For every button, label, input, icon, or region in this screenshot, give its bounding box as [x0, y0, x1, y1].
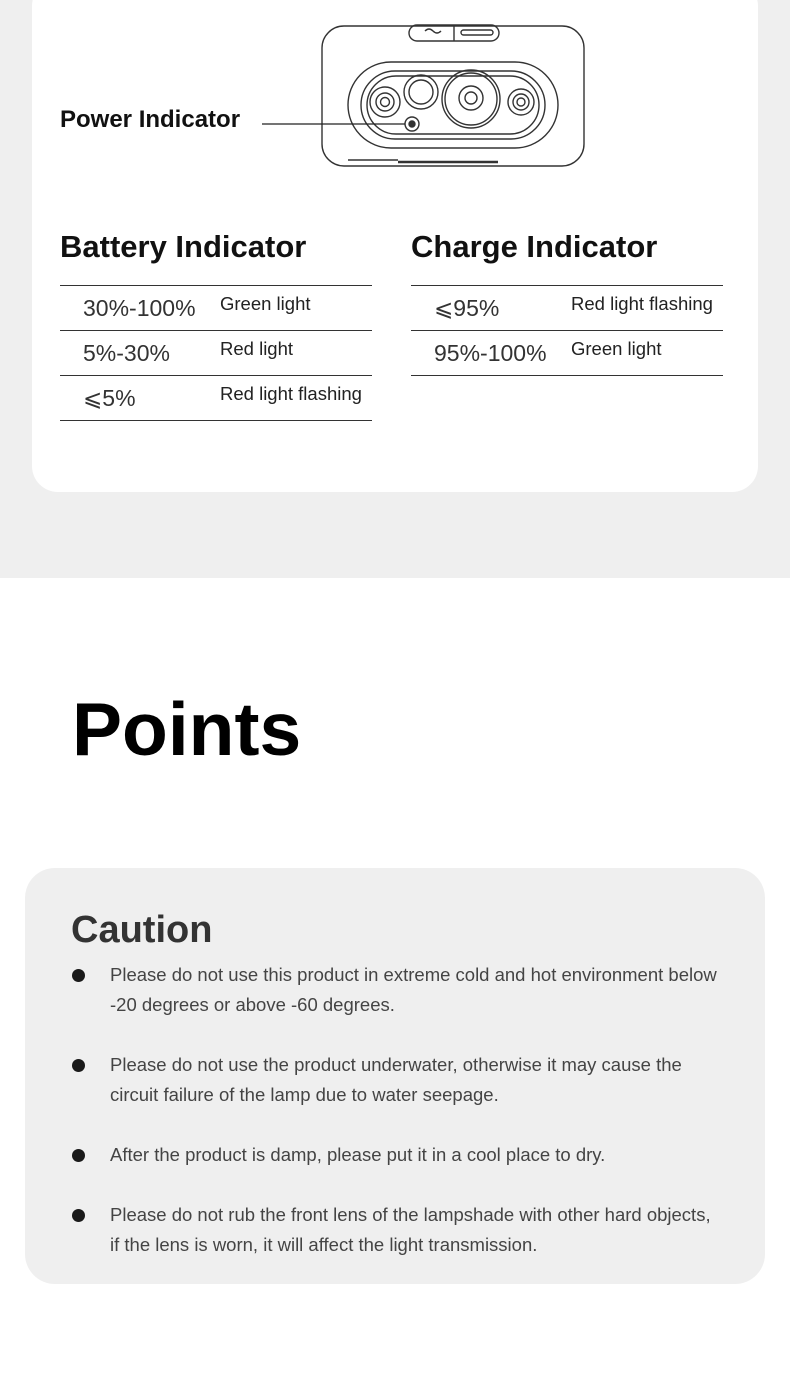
battery-indicator-title: Battery Indicator: [60, 229, 307, 264]
light-state: Green light: [220, 293, 311, 314]
bullet-icon: [72, 1209, 85, 1222]
battery-level: 5%-30%: [83, 340, 170, 366]
table-row: [60, 286, 372, 331]
points-heading: Points: [72, 687, 302, 771]
left-lens: [370, 87, 400, 117]
battery-level: ⩽5%: [83, 385, 136, 411]
list-item: [110, 960, 720, 1020]
power-indicator-label: Power Indicator: [60, 106, 241, 133]
battery-level: 30%-100%: [83, 295, 196, 321]
battery-indicator-rows: [60, 285, 372, 421]
table-row: [411, 331, 723, 376]
bullet-icon: [72, 969, 85, 982]
caution-title: Caution: [71, 909, 213, 951]
caution-text: Please do not use the product underwater, otherwise it may cause the circuit failure of the lamp due to water seepage.: [110, 1054, 682, 1105]
charge-level: 95%-100%: [434, 340, 547, 366]
bullet-icon: [72, 1059, 85, 1072]
light-state: Red light flashing: [571, 293, 713, 314]
light-state: Red light: [220, 338, 294, 359]
headlamp-device-illustration: [0, 0, 790, 200]
caution-card: [25, 868, 765, 1284]
light-state: Red light flashing: [220, 383, 362, 404]
table-row: [60, 376, 372, 421]
device-body: [322, 26, 584, 166]
charge-level: ⩽95%: [434, 295, 500, 321]
light-state: Green light: [571, 338, 662, 359]
right-lens: [508, 89, 534, 115]
battery-indicator-table: [60, 226, 372, 421]
caution-text: After the product is damp, please put it in a cool place to dry.: [110, 1144, 606, 1165]
list-item: [110, 1050, 720, 1110]
table-row: [60, 331, 372, 376]
bullet-icon: [72, 1149, 85, 1162]
charge-indicator-table: [411, 226, 723, 376]
caution-text: Please do not use this product in extreme cold and hot environment below -20 degrees or above -60 degrees.: [110, 964, 717, 1015]
charge-indicator-title: Charge Indicator: [411, 229, 658, 264]
caution-text: Please do not rub the front lens of the lampshade with other hard objects, if the lens is worn, it will affect the light transmission.: [110, 1204, 711, 1255]
main-lens: [442, 70, 500, 128]
list-item: [110, 1200, 720, 1260]
list-item: [110, 1140, 720, 1170]
table-row: [411, 286, 723, 331]
charge-indicator-rows: [411, 285, 723, 376]
